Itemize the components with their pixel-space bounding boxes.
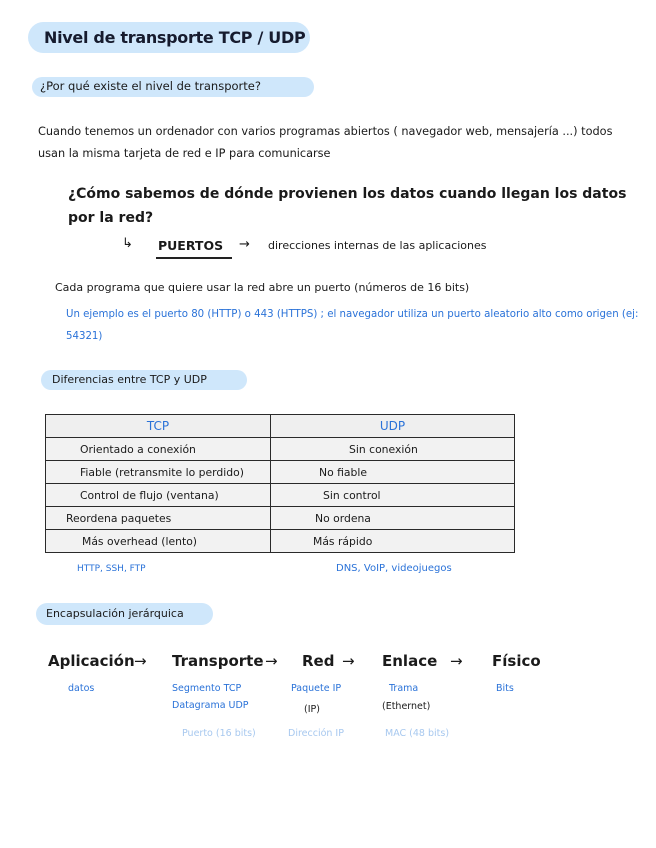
layer-address: Dirección IP	[288, 728, 344, 739]
layer-unit-extra: Datagrama UDP	[172, 700, 249, 711]
table-row	[46, 438, 515, 461]
table-cell-udp: Más rápido	[271, 530, 515, 553]
table-cell-udp: No fiable	[271, 461, 515, 484]
layer-unit: Segmento TCP	[172, 683, 242, 694]
example-note: Un ejemplo es el puerto 80 (HTTP) o 443 (HTTPS) ; el navegador utiliza un puerto aleatorio alto como origen (ej: 54321)	[66, 309, 639, 342]
layer-arrow-icon: →	[342, 652, 355, 670]
layer-unit: Paquete IP	[291, 683, 342, 694]
table-row	[46, 461, 515, 484]
layer-unit: Trama	[389, 683, 419, 694]
table-cell-tcp: Control de flujo (ventana)	[46, 484, 271, 507]
intro-paragraph: Cuando tenemos un ordenador con varios programas abiertos ( navegador web, mensajería ...) todos usan la misma tarjeta de red e IP para comunicarse	[38, 125, 613, 160]
table-row	[46, 530, 515, 553]
keyword-underline	[156, 257, 232, 259]
table-row	[46, 507, 515, 530]
answer-text: direcciones internas de las aplicaciones	[268, 239, 487, 252]
layer-arrow-icon: →	[265, 652, 278, 670]
comparison-table	[45, 414, 515, 553]
ports-question: ¿Cómo sabemos de dónde provienen los datos cuando llegan los datos por la red?	[68, 186, 627, 226]
table-cell-tcp: Más overhead (lento)	[46, 530, 271, 553]
diff-heading: Diferencias entre TCP y UDP	[52, 373, 207, 386]
layer-transport: Transporte	[172, 652, 264, 670]
udp-protocols: DNS, VoIP, videojuegos	[336, 563, 452, 574]
port-sentence: Cada programa que quiere usar la red abre un puerto (números de 16 bits)	[55, 281, 470, 294]
why-heading: ¿Por qué existe el nivel de transporte?	[40, 79, 261, 93]
layer-unit: Bits	[496, 683, 514, 694]
layer-address: Puerto (16 bits)	[182, 728, 256, 739]
layer-application: Aplicación	[48, 652, 135, 670]
table-cell-tcp: Fiable (retransmite lo perdido)	[46, 461, 271, 484]
table-cell-tcp: Reordena paquetes	[46, 507, 271, 530]
table-cell-udp: Sin control	[271, 484, 515, 507]
layer-link: Enlace	[382, 652, 438, 670]
table-cell-udp: No ordena	[271, 507, 515, 530]
layer-unit: datos	[68, 683, 95, 694]
hook-arrow-icon: ↳	[122, 236, 133, 251]
layer-unit-extra: (IP)	[304, 704, 320, 715]
table-header-tcp: TCP	[46, 415, 271, 438]
table-header-udp: UDP	[271, 415, 515, 438]
answer-keyword: PUERTOS	[158, 238, 224, 253]
tcp-protocols: HTTP, SSH, FTP	[77, 564, 146, 574]
layer-address: MAC (48 bits)	[385, 728, 450, 739]
page-title: Nivel de transporte TCP / UDP	[44, 28, 306, 47]
layer-arrow-icon: →	[134, 652, 147, 670]
table-cell-tcp: Orientado a conexión	[46, 438, 271, 461]
right-arrow-icon: →	[239, 237, 250, 252]
table-header-row	[46, 415, 515, 438]
table-cell-udp: Sin conexión	[271, 438, 515, 461]
table-row	[46, 484, 515, 507]
layer-arrow-icon: →	[450, 652, 463, 670]
layer-physical: Físico	[492, 652, 541, 670]
layer-network: Red	[302, 652, 335, 670]
encap-heading: Encapsulación jerárquica	[46, 607, 184, 620]
layer-unit-extra: (Ethernet)	[382, 701, 431, 712]
